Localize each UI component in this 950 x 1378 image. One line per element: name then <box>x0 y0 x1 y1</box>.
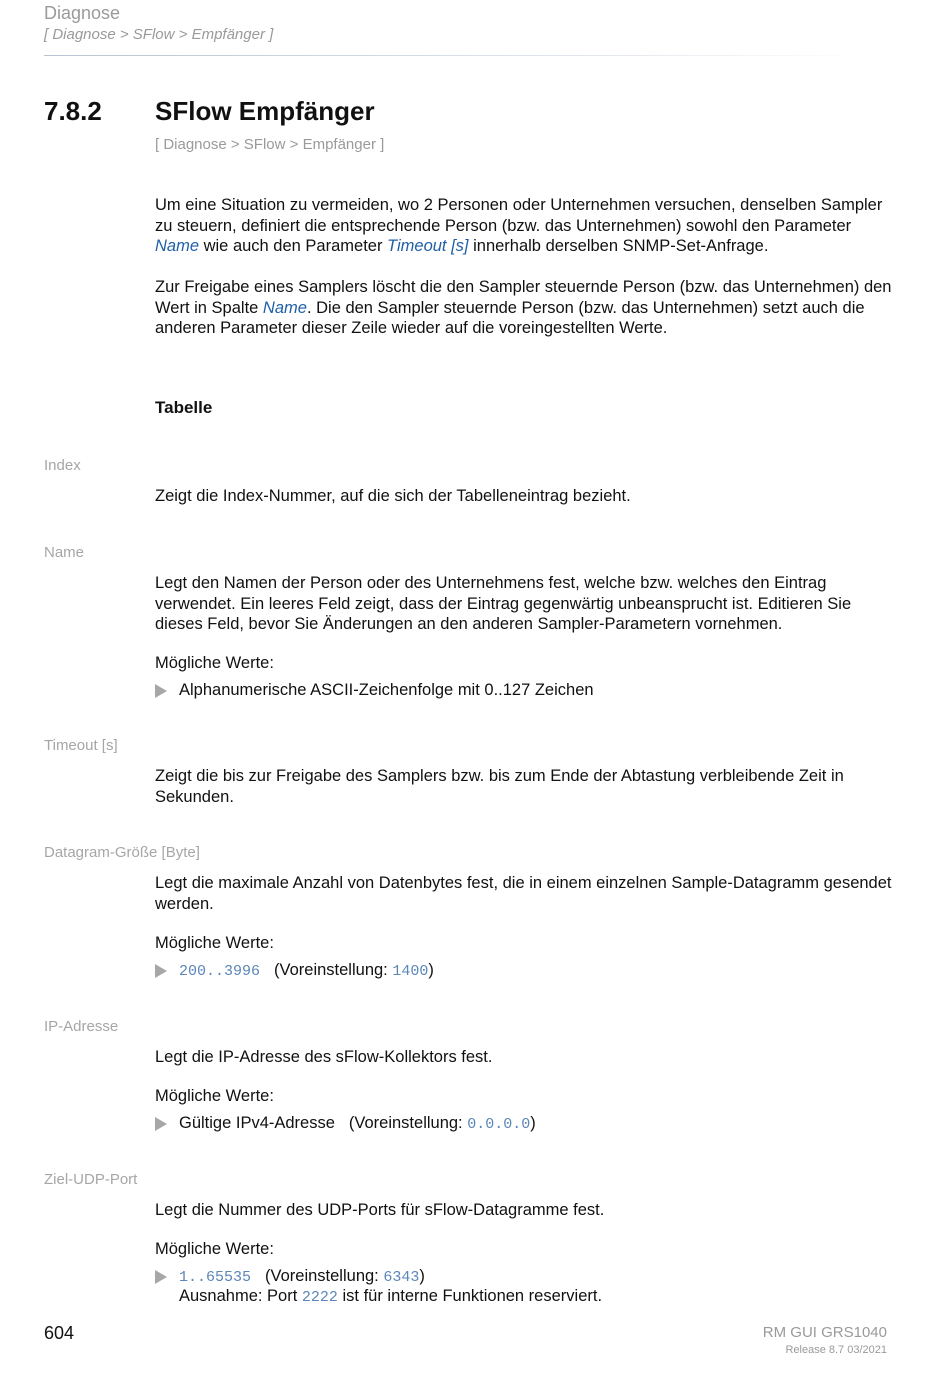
possible-values-label: Mögliche Werte: <box>155 654 274 672</box>
param-label-udp-port: Ziel-UDP-Port <box>44 1171 138 1188</box>
default-suffix: ) <box>428 961 434 979</box>
possible-value-text <box>179 960 434 983</box>
default-value: 6343 <box>383 1269 420 1286</box>
exception-note <box>179 1286 602 1309</box>
param-label-datagram-size: Datagram-Größe [Byte] <box>44 844 200 861</box>
param-reference-name: Name <box>155 237 200 255</box>
bullet-triangle-icon <box>155 684 167 698</box>
bullet-triangle-icon <box>155 964 167 978</box>
exception-prefix: Ausnahme: Port <box>179 1287 302 1305</box>
param-label-name: Name <box>44 544 85 561</box>
possible-value-item <box>155 960 895 981</box>
footer-product: RM GUI GRS1040 <box>762 1324 887 1341</box>
possible-value-text: Alphanumerische ASCII-Zeichenfolge mit 0..127 Zeichen <box>179 681 594 699</box>
possible-values-label: Mögliche Werte: <box>155 1240 274 1258</box>
section-title: SFlow Empfänger <box>155 96 375 126</box>
param-desc-datagram-size: Legt die maximale Anzahl von Datenbytes fest, die in einem einzelnen Sample-Datagramm gesendet werden. <box>155 874 892 913</box>
intro-text: Zur Freigabe eines Samplers löscht die den Sampler steuernde Person (bzw. das Unternehmen) den Wert in Spalte <box>155 278 892 317</box>
possible-value-text <box>179 1113 536 1136</box>
intro-text: innerhalb derselben SNMP-Set-Anfrage. <box>468 237 769 255</box>
intro-text: . Die den Sampler steuernde Person (bzw. das Unternehmen) setzt auch die anderen Parameter dieser Zeile wieder auf die voreingestellten Werte. <box>155 298 865 337</box>
default-prefix: (Voreinstellung: <box>348 1114 468 1132</box>
running-header-breadcrumb: [ Diagnose > SFlow > Empfänger ] <box>44 26 274 43</box>
value-range: 1..65535 <box>179 1269 252 1286</box>
header-divider <box>44 55 864 56</box>
param-reference-name: Name <box>262 298 307 317</box>
param-desc-index: Zeigt die Index-Nummer, auf die sich der Tabelleneintrag bezieht. <box>155 487 631 505</box>
section-breadcrumb: [ Diagnose > SFlow > Empfänger ] <box>155 136 385 153</box>
default-value: 1400 <box>392 963 429 980</box>
exception-suffix: ist für interne Funktionen reserviert. <box>337 1287 603 1305</box>
possible-value-item <box>155 680 895 701</box>
param-reference-timeout: Timeout [s] <box>387 237 469 255</box>
section-number: 7.8.2 <box>44 96 102 126</box>
possible-values-label: Mögliche Werte: <box>155 934 274 952</box>
default-suffix: ) <box>419 1267 425 1285</box>
param-label-index: Index <box>44 457 81 474</box>
possible-value-item <box>155 1113 895 1134</box>
default-prefix: (Voreinstellung: <box>274 961 393 979</box>
default-suffix: ) <box>530 1114 536 1132</box>
footer-release: Release 8.7 03/2021 <box>785 1344 887 1356</box>
bullet-triangle-icon <box>155 1270 167 1284</box>
possible-value-item <box>155 1266 895 1308</box>
param-desc-ip-address: Legt die IP-Adresse des sFlow-Kollektors fest. <box>155 1048 493 1066</box>
intro-text: Um eine Situation zu vermeiden, wo 2 Personen oder Unternehmen versuchen, denselben Sampler zu steuern, definiert die entsprechende Person (bzw. das Unternehmen) sowohl den Parameter <box>155 196 883 235</box>
param-desc-udp-port: Legt die Nummer des UDP-Ports für sFlow-Datagramme fest. <box>155 1201 605 1219</box>
param-label-timeout: Timeout [s] <box>44 737 118 754</box>
intro-text: wie auch den Parameter <box>199 237 388 255</box>
value-text: Gültige IPv4-Adresse <box>179 1114 335 1132</box>
intro-paragraph-1 <box>155 195 895 257</box>
intro-paragraph-2 <box>155 277 895 339</box>
page-number: 604 <box>44 1323 75 1343</box>
table-subheading: Tabelle <box>155 398 213 417</box>
bullet-triangle-icon <box>155 1117 167 1131</box>
default-prefix: (Voreinstellung: <box>265 1267 384 1285</box>
value-range: 200..3996 <box>179 963 261 980</box>
possible-values-label: Mögliche Werte: <box>155 1087 274 1105</box>
default-value: 0.0.0.0 <box>467 1116 531 1133</box>
param-label-ip-address: IP-Adresse <box>44 1018 119 1035</box>
param-desc-name: Legt den Namen der Person oder des Unternehmens fest, welche bzw. welches den Eintrag verwendet. Ein leeres Feld zeigt, dass der Eintrag gegenwärtig unbeansprucht ist. Editieren Sie dieses Feld, bevor Sie Änderungen an den anderen Sampler-Parametern vornehmen. <box>155 574 852 633</box>
reserved-port: 2222 <box>301 1289 338 1306</box>
running-header-title: Diagnose <box>44 3 121 23</box>
param-desc-timeout: Zeigt die bis zur Freigabe des Samplers bzw. bis zum Ende der Abtastung verbleibende Zeit in Sekunden. <box>155 767 844 806</box>
